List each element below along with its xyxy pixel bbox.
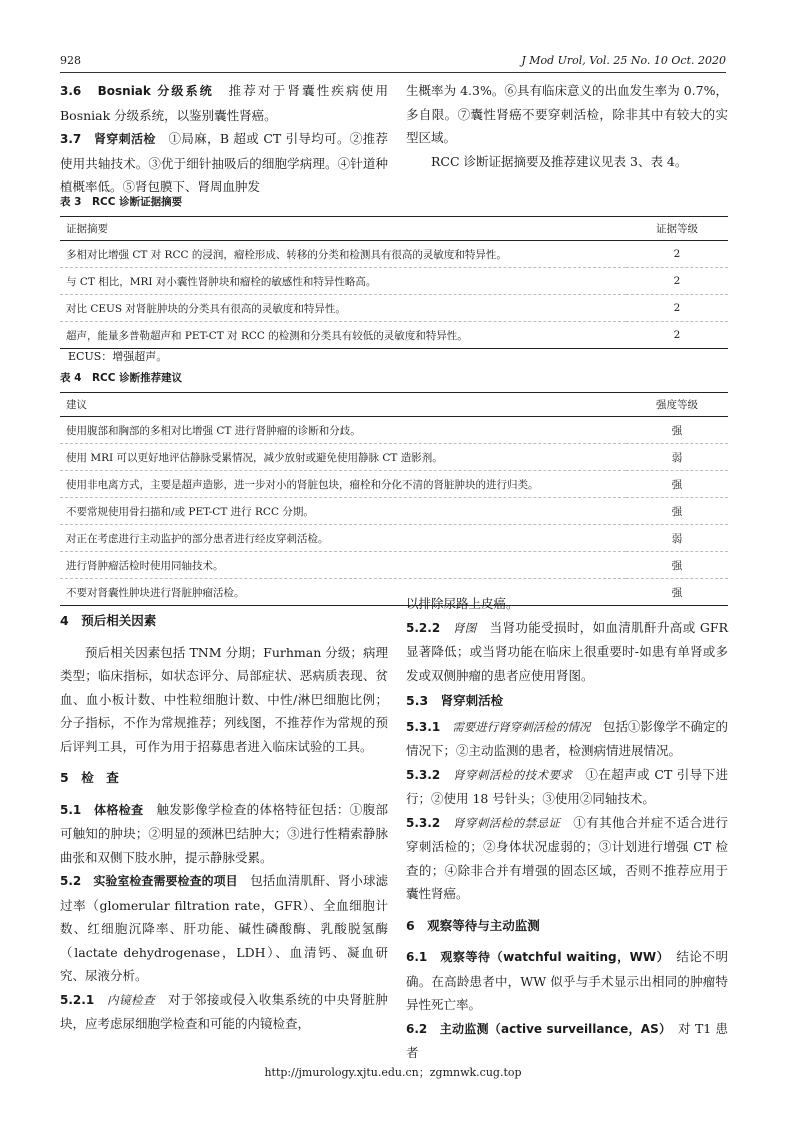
paragraph-bosniak: 3.6 Bosniak 分级系统 推荐对于肾囊性疾病使用 Bosniak 分级系统，以鉴别囊性肾癌。 — [60, 83, 388, 123]
table-row: 对正在考虑进行主动监护的部分患者进行经皮穿刺活检。 弱 — [60, 525, 728, 552]
heading-3-6: 3.6 Bosniak 分级系统 — [60, 84, 214, 98]
paragraph-biopsy-indications: 5.3.1 需要进行肾穿刺活检的情况 包括①影像学不确定的情况下；②主动监测的患者，检测病情进展情况。 — [406, 718, 728, 758]
table-row: 对比 CEUS 对肾脏肿块的分类具有很高的灵敏度和特异性。 2 — [60, 295, 728, 322]
table-row: 不要常规使用骨扫描和/或 PET-CT 进行 RCC 分期。 强 — [60, 498, 728, 525]
paragraph-watchful-waiting: 6.1 观察等待（watchful waiting，WW） 结论不明确。在高龄患者中，WW 似乎与手术显示出相同的肿瘤特异性死亡率。 — [406, 949, 728, 1012]
paragraph-active-surveillance: 6.2 主动监测（active surveillance，AS） 对 T1 患者 — [406, 1020, 728, 1060]
table-row: 不要对肾囊性肿块进行肾脏肿瘤活检。 强 — [60, 579, 728, 606]
paragraph-biopsy-cont: 生概率为 4.3%。⑥具有临床意义的出血发生率为 0.7%，多自限。⑦囊性肾癌不要穿刺活检，除非其中有较大的实型区域。 — [406, 83, 728, 145]
paragraph-lab-tests: 5.2 实验室检查需要检查的项目 包括血清肌酐、肾小球滤过率（glomerular filtration rate，GFR）、全血细胞计数、红细胞沉降率、肝功能、碱性磷酸酶、乳酸脱氢酶（lactate dehydrogenase，LDH）、血清钙、凝血研究、尿液分析。 — [60, 873, 388, 983]
page-footer-url[interactable]: http://jmurology.xjtu.edu.cn；zgmnwk.cug.top — [264, 1066, 522, 1079]
table-row: 与 CT 相比，MRI 对小囊性肾肿块和瘤栓的敏感性和特异性略高。 2 — [60, 268, 728, 295]
heading-5-2-1: 5.2.1 — [60, 992, 108, 1007]
heading-3-7: 3.7 肾穿刺活检 — [60, 132, 156, 146]
right-column-top — [406, 79, 728, 173]
paragraph-biopsy-technique: 5.3.2 肾穿刺活检的技术要求 ①在超声或 CT 引导下进行；②使用 18 号针头；③使用②同轴技术。 — [406, 766, 729, 806]
paragraph-biopsy: 3.7 肾穿刺活检 ①局麻，B 超或 CT 引导均可。②推荐使用共轴技术。③优于细针抽吸后的细胞学病理。④针道种植概率低。⑤肾包膜下、肾周血肿发 — [60, 131, 388, 194]
heading-5-1: 5.1 体格检查 — [60, 802, 144, 817]
table-row: 超声，能量多普勒超声和 PET-CT 对 RCC 的检测和分类具有较低的灵敏度和特异性。 2 — [60, 322, 728, 349]
table-row: 多相对比增强 CT 对 RCC 的浸润，瘤栓形成、转移的分类和检测具有很高的灵敏度和特异性。 2 — [60, 241, 728, 268]
table-row: 进行肾肿瘤活检时使用同轴技术。 强 — [60, 552, 728, 579]
paragraph-biopsy-contraindications: 5.3.2 肾穿刺活检的禁忌证 ①有其他合并症不适合进行穿刺活检的；②身体状况虚弱的；③计划进行增强 CT 检查的；④除非合并有增强的固态区域，否则不推荐应用于囊性肾癌。 — [406, 814, 728, 901]
table3-header-evidence: 证据摘要 — [60, 217, 626, 241]
heading-5-3-2: 5.3.2 — [406, 767, 454, 782]
heading-6-1: 6.1 观察等待（watchful waiting，WW） — [406, 950, 664, 964]
page-number: 928 — [60, 54, 81, 67]
heading-6-2: 6.2 主动监测（active surveillance，AS） — [406, 1021, 666, 1036]
paragraph-endoscopy-cont: 以排除尿路上皮癌。 — [406, 596, 519, 611]
table3 — [60, 216, 728, 349]
paragraph-physical-exam: 5.1 体格检查 触发影像学检查的体格特征包括：①腹部可触知的肿块；②明显的颈淋巴结肿大；③进行性精索静脉曲张和双侧下肢水肿，提示静脉受累。 — [60, 801, 388, 865]
section-4-title: 4 预后相关因素 — [60, 613, 157, 628]
paragraph-endoscopy: 5.2.1 内镜检查 对于邻接或侵入收集系统的中央肾脏肿块，应考虑尿细胞学检查和可能的内镜检查， — [60, 991, 388, 1031]
left-column-bottom — [60, 601, 388, 1036]
table3-caption: 表 3 RCC 诊断证据摘要 — [60, 196, 183, 208]
table4-caption: 表 4 RCC 诊断推荐建议 — [60, 372, 183, 384]
paragraph-prognosis: 预后相关因素包括 TNM 分期；Furhman 分级；病理类型；临床指标，如状态评分、局部症状、恶病质表现、贫血、血小板计数、中性粒细胞计数、中性/淋巴细胞比例；分子指标，不作为常规推荐；列线图，不推荐作为常规的预后评判工具，可作为用于招募患者进入临床试验的工具。 — [60, 644, 388, 754]
table4-header-strength: 强度等级 — [626, 393, 728, 417]
heading-5-3-1: 5.3.1 — [406, 719, 453, 734]
section-6-title: 6 观察等待与主动监测 — [406, 917, 540, 933]
paragraph-renogram: 5.2.2 肾图 当肾功能受损时，如血清肌酐升高或 GFR 显著降低；或当肾功能在临床上很重要时-如患有单肾或多发或双侧肿瘤的患者应使用肾图。 — [406, 619, 729, 683]
section-5-3-title: 5.3 肾穿刺活检 — [406, 693, 504, 708]
right-column-bottom — [406, 592, 728, 1065]
table4 — [60, 392, 728, 606]
section-5-title: 5 检 查 — [60, 770, 119, 785]
left-column-top — [60, 79, 388, 199]
heading-5-2-2: 5.2.2 — [406, 620, 453, 635]
table3-header-level: 证据等级 — [626, 217, 728, 241]
table-row: 使用 MRI 可以更好地评估静脉受累情况，减少放射或避免使用静脉 CT 造影剂。 弱 — [60, 444, 728, 471]
table-row: 使用非电离方式，主要是超声造影，进一步对小的肾脏包块，瘤栓和分化不清的肾脏肿块的进行归类。 强 — [60, 471, 728, 498]
heading-5-3-3: 5.3.2 — [406, 815, 454, 830]
table-row: 使用腹部和胸部的多相对比增强 CT 进行肾肿瘤的诊断和分歧。 强 — [60, 417, 728, 444]
table4-header-recommendation: 建议 — [60, 393, 626, 417]
table3-note: ECUS：增强超声。 — [68, 350, 168, 363]
page-header — [60, 52, 726, 73]
paragraph-table-ref: RCC 诊断证据摘要及推荐建议见表 3、表 4。 — [431, 153, 688, 169]
heading-5-2: 5.2 实验室检查需要检查的项目 — [60, 874, 238, 888]
journal-citation: J Mod Urol, Vol. 25 No. 10 Oct. 2020 — [521, 54, 726, 67]
